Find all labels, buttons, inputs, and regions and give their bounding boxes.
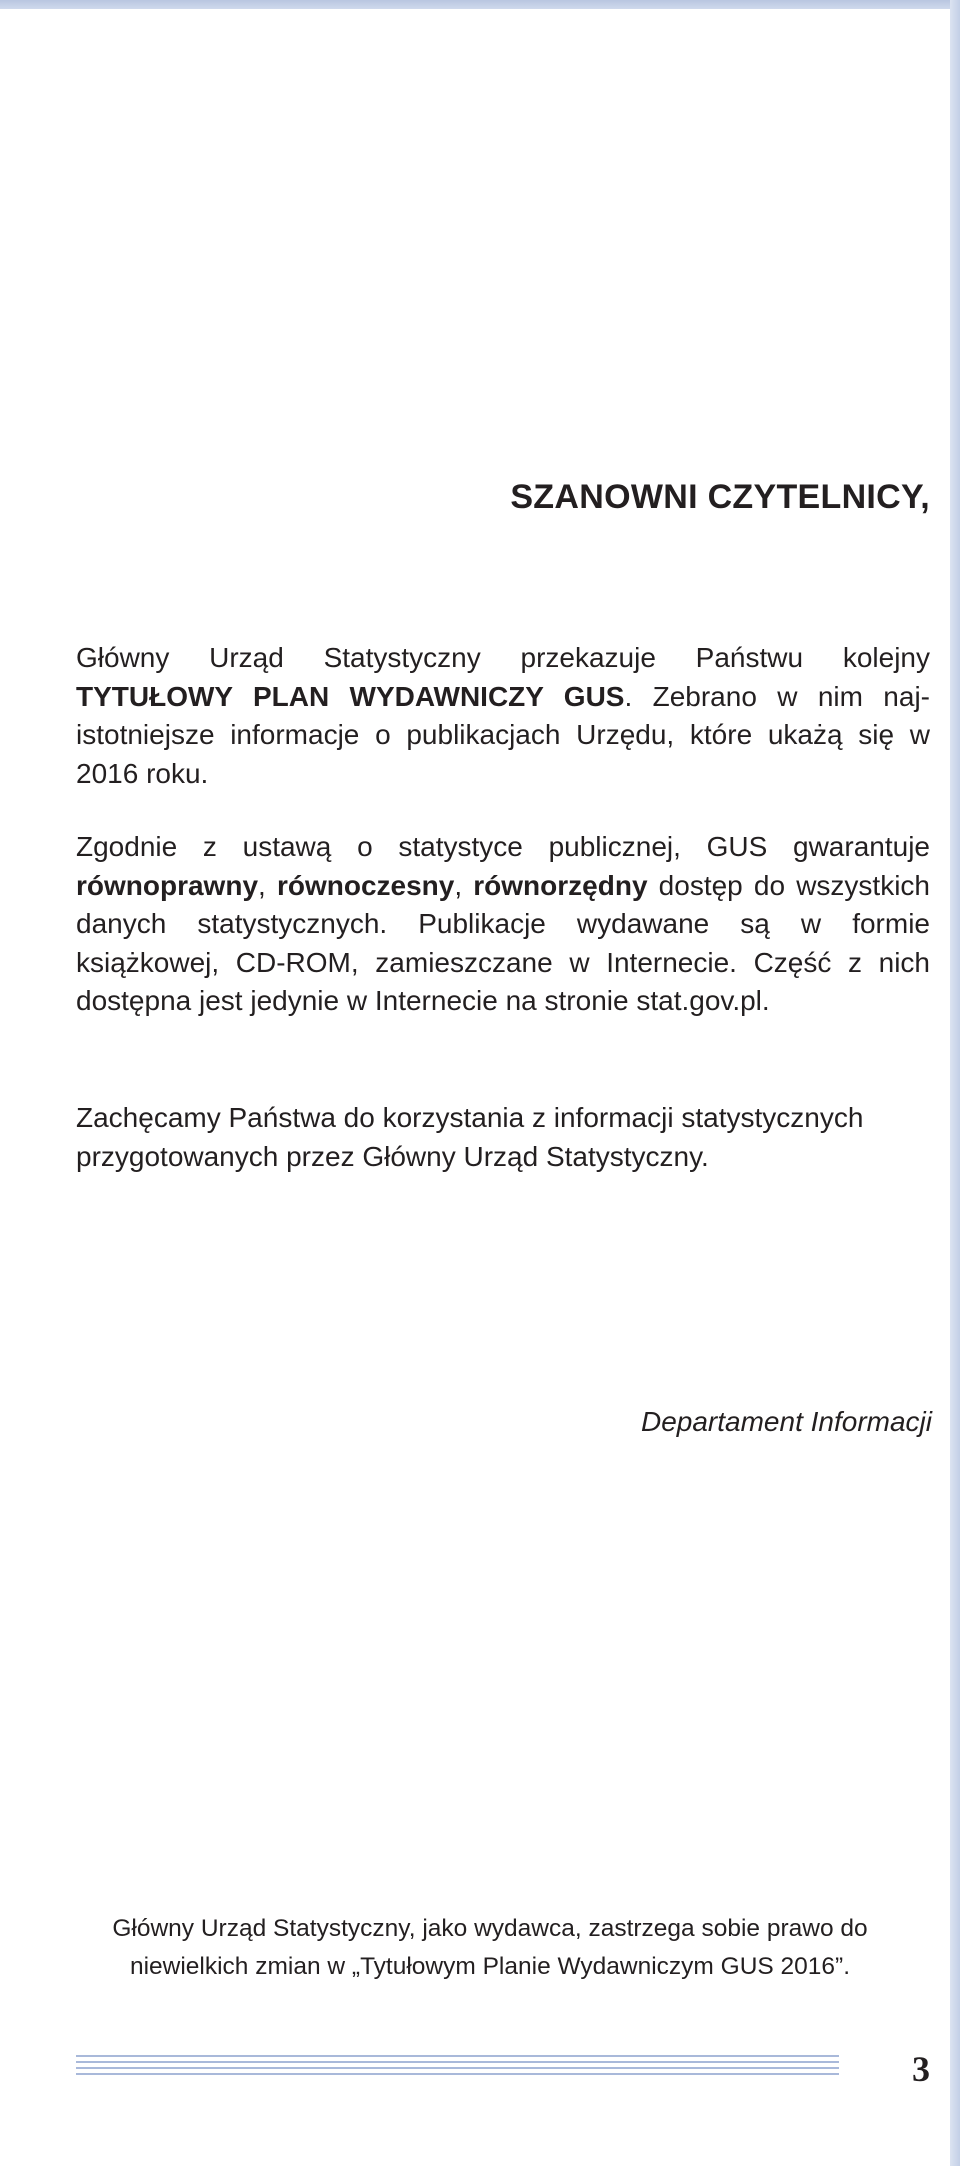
access-bold-equivalent: równorzędny: [473, 869, 648, 901]
top-decorative-band: [0, 0, 960, 9]
access-text-2: dostęp do wszystkich danych statystycznych. Publikacje wydawane są w formie książkowej, CD-ROM, zamieszczane w Internecie. Część z nich dostępna jest jedynie w Internecie na stronie stat.gov.pl.: [76, 869, 930, 1016]
access-separator-1: ,: [258, 869, 277, 901]
intro-text-1: Główny Urząd Statystyczny przekazuje Państwu kolejny: [76, 642, 930, 673]
access-paragraph: [76, 828, 930, 1021]
encouragement-paragraph: Zachęcamy Państwa do korzystania z informacji statystycznych przygotowanych przez Główny Urząd Statystyczny.: [76, 1102, 864, 1172]
disclaimer-note: Główny Urząd Statystyczny, jako wydawca, zastrzega sobie prawo do niewielkich zmian w „Tytułowym Planie Wydawniczym GUS 2016”.: [112, 1915, 868, 1980]
footer-striped-rule: [76, 2055, 839, 2079]
right-decorative-band: [950, 0, 960, 2166]
page-number: 3: [912, 2049, 930, 2089]
access-separator-2: ,: [454, 869, 474, 901]
intro-text-2: . Zebrano w nim najistotniejsze informacje o publikacjach Urzędu, które ukażą się w 2016 roku.: [76, 680, 930, 789]
intro-bold-plan-title: TYTUŁOWY PLAN WYDAWNICZY GUS: [76, 680, 625, 712]
access-bold-simultaneous: równoczesny: [276, 869, 455, 901]
page-title: SZANOWNI CZYTELNICY,: [510, 478, 930, 516]
signature: Departament Informacji: [640, 1406, 932, 1437]
access-text-1: Zgodnie z ustawą o statystyce publicznej, GUS gwarantuje: [76, 831, 930, 862]
access-bold-equal: równoprawny: [76, 869, 259, 901]
intro-paragraph: [76, 639, 930, 793]
